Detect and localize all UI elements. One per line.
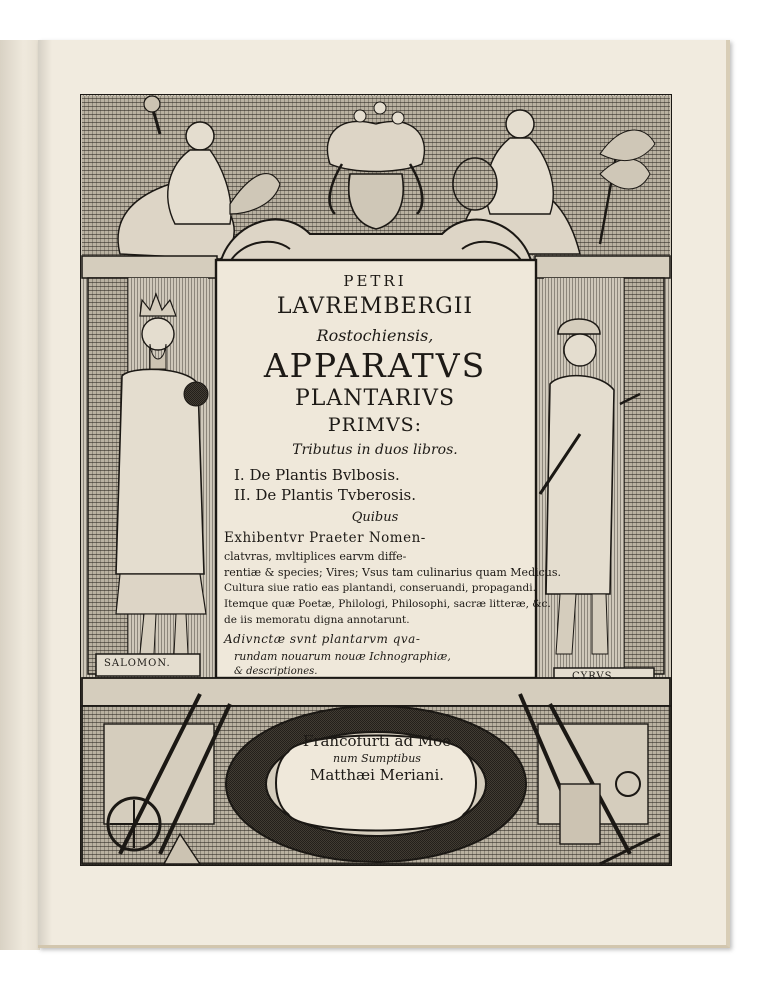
- imprint-sumptibus: num Sumptibus: [333, 752, 421, 765]
- solomon-label: SALOMON.: [104, 658, 171, 669]
- book-spine: [0, 40, 40, 950]
- lower-entablature: [82, 678, 670, 706]
- book-one-line: I. De Plantis Bvlbosis.: [234, 466, 400, 484]
- subtitle: Tributus in duos libros.: [292, 442, 458, 458]
- description-line-3: rentiæ & species; Vires; Vsus tam culinarius quam Medicus.: [224, 566, 562, 579]
- main-title-line3: PRIMVS:: [327, 414, 423, 436]
- title-text-block: [220, 262, 562, 678]
- author-forename: PETRI: [343, 272, 407, 290]
- book-two-line: II. De Plantis Tvberosis.: [234, 486, 416, 504]
- page-gutter-shadow: [38, 40, 52, 945]
- addendum-line-1: Adivnctæ svnt plantarvm qva-: [224, 632, 421, 646]
- description-line-2: clatvras, mvltiplices earvm diffe-: [224, 550, 407, 563]
- king-solomon-figure: [116, 278, 208, 674]
- author-surname: LAVREMBERGII: [276, 294, 474, 319]
- description-line-5: Itemque quæ Poetæ, Philologi, Philosophi, sacræ litteræ, &c.: [224, 598, 551, 610]
- cornice-left: [82, 256, 217, 278]
- imprint-place: Francofurti ad Moe: [302, 732, 452, 750]
- main-title-line1: APPARATVS: [263, 346, 487, 385]
- description-line-6: de iis memoratu digna annotarunt.: [224, 614, 410, 626]
- cornice-right: [535, 256, 670, 278]
- description-line-4: Cultura siue ratio eas plantandi, conseruandi, propagandi.: [224, 582, 536, 594]
- column-right: [624, 278, 664, 674]
- addendum-line-2: rundam nouarum nouæ Ichnographiæ,: [234, 650, 451, 663]
- addendum-line-3: & descriptiones.: [234, 666, 318, 677]
- author-origin: Rostochiensis,: [316, 326, 434, 345]
- quibus-line: Quibus: [351, 510, 399, 525]
- description-line-1: Exhibentvr Praeter Nomen-: [224, 530, 426, 546]
- cyrus-label: CYRVS.: [572, 671, 617, 682]
- imprint-publisher: Matthæi Meriani.: [309, 766, 445, 784]
- main-title-line2: PLANTARIVS: [294, 386, 456, 411]
- imprint-block: [282, 722, 472, 792]
